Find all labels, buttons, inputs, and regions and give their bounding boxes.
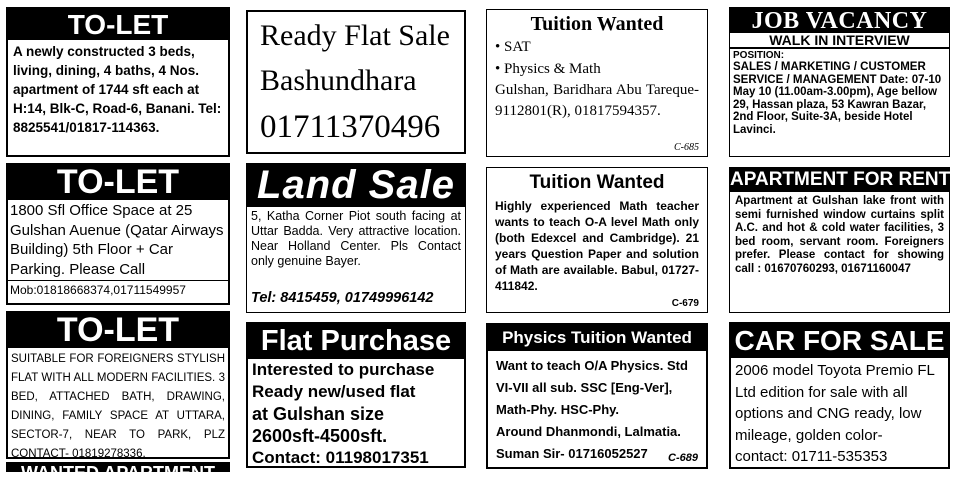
- ad-body: 1800 Sfl Office Space at 25 Gulshan Auenue (Qatar Airways Building) 5th Floor + Car Parking. Please Call: [10, 202, 224, 278]
- ad-title: TO-LET: [8, 165, 228, 200]
- ad-line-4: 2600sft-4500sft.: [252, 426, 388, 446]
- ad-physics-tuition: [486, 323, 708, 469]
- list-item: • Physics & Math: [495, 61, 601, 77]
- ad-headline: Ready Flat Sale: [260, 19, 450, 52]
- ad-body: Apartment at Gulshan lake front with semi furnished window curtains split A.C. and hot & cold water facilities, 3 bed room, servant room. Foreigners prefer. Please contact for showing call : 01670760293, 01671160047: [735, 195, 944, 275]
- ad-code: C-685: [674, 142, 699, 153]
- subject-sat: SAT: [504, 39, 531, 55]
- ad-title: Flat Purchase: [248, 324, 464, 359]
- ad-subtitle: WALK IN INTERVIEW: [730, 33, 949, 49]
- ad-contact: Tel: 8415459, 01749996142: [251, 290, 434, 306]
- ad-title: WANTED APARTMENT: [21, 463, 215, 483]
- ad-apartment-for-rent: [729, 167, 950, 313]
- list-item: • SAT: [495, 39, 531, 55]
- ad-wanted-apartment: [6, 462, 230, 483]
- ad-line-2: Around Dhanmondi, Lalmatia.: [496, 424, 681, 439]
- ad-contact: Mob:01818668374,01711549957: [8, 280, 228, 299]
- ad-body: SUITABLE FOR FOREIGNERS STYLISH FLAT WITH ALL MODERN FACILITIES. 3 BED, ATTACHED BATH, DRAWING, DINING, FAMILY SPACE AT UTTARA, SECTOR-7, NEAR TO PARK, PLZ CONTACT- 01819278336.: [11, 353, 225, 460]
- ad-body: Highly experienced Math teacher wants to teach O-A level Math only (both Edexcel and Cambridge). 21 years Question Paper and solution of Math are available. Babul, 01727-411842.: [495, 199, 699, 293]
- ad-line-2: Ready new/used flat: [252, 382, 416, 401]
- ad-car-for-sale: [729, 322, 950, 469]
- ad-title: APARTMENT FOR RENT: [730, 169, 951, 190]
- ad-ready-flat-sale: [246, 10, 466, 154]
- ad-tuition-math: [486, 167, 708, 313]
- ad-tolet-gulshan-office: [6, 163, 230, 305]
- ad-land-sale: [246, 163, 466, 313]
- ad-tuition-sat: [486, 9, 708, 157]
- ad-line-1: Want to teach O/A Physics. Std VI-VII all sub. SSC [Eng-Ver], Math-Phy. HSC-Phy.: [496, 358, 688, 417]
- ad-title: Tuition Wanted: [530, 13, 664, 35]
- ad-code: C-689: [668, 452, 698, 464]
- ad-line-5: Contact: 01198017351: [252, 448, 429, 467]
- ad-title: Physics Tuition Wanted: [488, 325, 706, 351]
- ad-location: Bashundhara: [260, 64, 417, 97]
- ad-contact: contact: 01711-535353: [735, 448, 888, 465]
- subject-physics-math: Physics & Math: [504, 61, 601, 77]
- ad-title: Tuition Wanted: [529, 172, 665, 193]
- ad-body: SALES / MARKETING / CUSTOMER SERVICE / MANAGEMENT Date: 07-10 May 10 (11.00am-3.00pm), Age bellow 29, Hassan plaza, 53 Kawran Bazar, 2nd Floor, Suite-3A, beside Hotel Lavinci.: [733, 61, 942, 136]
- ad-title: TO-LET: [8, 9, 228, 40]
- ad-title: CAR FOR SALE: [731, 324, 948, 358]
- ad-title: TO-LET: [8, 313, 228, 348]
- ad-line-1: Interested to purchase: [252, 360, 435, 379]
- ad-title: JOB VACANCY: [730, 8, 949, 33]
- ad-body: 2006 model Toyota Premio FL Ltd edition for sale with all options and CNG ready, low mileage, golden color-: [735, 362, 935, 444]
- subject-list: [487, 36, 707, 80]
- ad-tolet-uttara: [6, 311, 230, 459]
- ad-flat-purchase: [246, 322, 466, 468]
- ad-phone: 01711370496: [260, 109, 441, 145]
- ad-body: Gulshan, Baridhara Abu Tareque-9112801(R), 01817594357.: [495, 82, 699, 119]
- ad-code: C-679: [671, 298, 699, 309]
- ad-line-3: Suman Sir- 01716052527: [496, 446, 648, 461]
- ad-body: 5, Katha Corner Piot south facing at Uttar Badda. Very attractive location. Near Holland Center. Pls Contact only genuine Bayer.: [251, 209, 461, 268]
- ad-title: Land Sale: [247, 164, 465, 207]
- ad-position-label: POSITION:: [733, 50, 785, 61]
- ad-line-3: at Gulshan size: [252, 404, 385, 424]
- ad-tolet-banani: [6, 7, 230, 157]
- ad-body: A newly constructed 3 beds, living, dining, 4 baths, 4 Nos. apartment of 1744 sft each at H:14, Blk-C, Road-6, Banani. Tel: 8825541/01817-114363.: [13, 44, 222, 135]
- ad-job-vacancy: [729, 7, 950, 157]
